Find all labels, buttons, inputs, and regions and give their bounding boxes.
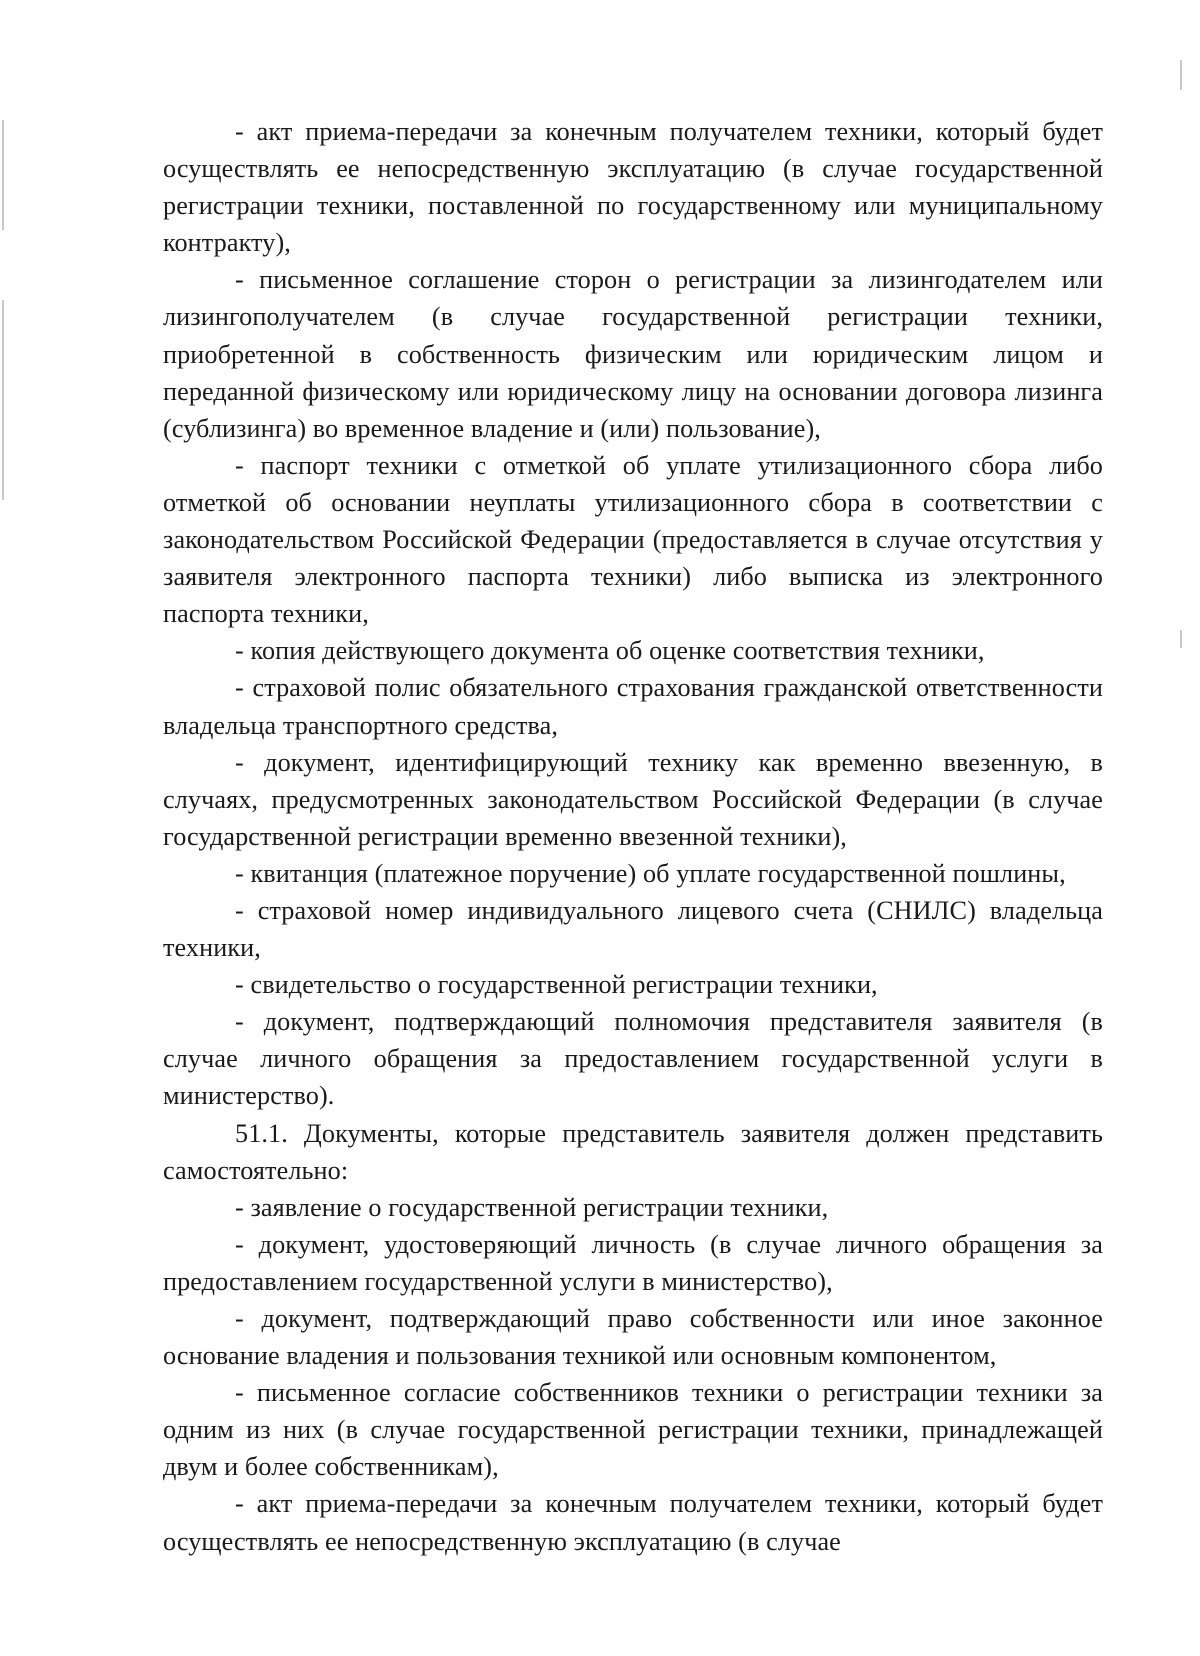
paragraph: - письменное согласие собственников техники о регистрации техники за одним из них (в случае государственной регистрации техники, принадлежащей двум и более собственникам), bbox=[163, 1378, 1103, 1482]
paragraph: - страховой номер индивидуального лицевого счета (СНИЛС) владельца техники, bbox=[163, 895, 1103, 963]
paragraph: - письменное соглашение сторон о регистрации за лизингодателем или лизингополучателем (в случае государственной регистрации техники, приобретенной в собственность физическим или юридическим лицом и переданной физическому или юридическому лицу на основании договора лизинга (сублизинга) во временное владение и (или) пользование), bbox=[163, 265, 1103, 443]
paragraph: - свидетельство о государственной регистрации техники, bbox=[235, 970, 878, 1000]
paragraph: - квитанция (платежное поручение) об уплате государственной пошлины, bbox=[235, 858, 1066, 888]
paragraph: - акт приема-передачи за конечным получателем техники, который будет осуществлять ее непосредственную эксплуатацию (в случае bbox=[163, 1489, 1103, 1556]
scan-edge-mark bbox=[1180, 60, 1182, 90]
paragraph: - документ, удостоверяющий личность (в случае личного обращения за предоставлением государственной услуги в министерство), bbox=[163, 1229, 1103, 1296]
paragraph: - паспорт техники с отметкой об уплате утилизационного сбора либо отметкой об основании неуплаты утилизационного сбора в соответствии с законодательством Российской Федерации (предоставляется в случае отсутствия у заявителя электронного паспорта техники) либо выписка из электронного паспорта техники, bbox=[163, 450, 1103, 629]
document-page bbox=[163, 113, 1103, 1560]
paragraph: - страховой полис обязательного страхования гражданской ответственности владельца транспортного средства, bbox=[163, 673, 1103, 740]
paragraph: - копия действующего документа об оценке соответствия техники, bbox=[235, 636, 985, 666]
section-paragraph: 51.1. Документы, которые представитель заявителя должен представить самостоятельно: bbox=[163, 1118, 1103, 1185]
paragraph: - акт приема-передачи за конечным получателем техники, который будет осуществлять ее непосредственную эксплуатацию (в случае государственной регистрации техники, поставленной по государственному или муниципальному контракту), bbox=[163, 117, 1103, 258]
paragraph: - документ, подтверждающий право собственности или иное законное основание владения и пользования техникой или основным компонентом, bbox=[163, 1304, 1103, 1371]
paragraph: - документ, идентифицирующий технику как временно ввезенную, в случаях, предусмотренных законодательством Российской Федерации (в случае государственной регистрации временно ввезенной техники), bbox=[163, 747, 1103, 851]
scan-edge-mark bbox=[2, 120, 4, 230]
scan-edge-mark bbox=[1180, 630, 1182, 648]
scan-edge-mark bbox=[2, 300, 4, 500]
paragraph: - заявление о государственной регистрации техники, bbox=[235, 1192, 829, 1222]
paragraph: - документ, подтверждающий полномочия представителя заявителя (в случае личного обращения за предоставлением государственной услуги в министерство). bbox=[163, 1007, 1103, 1111]
